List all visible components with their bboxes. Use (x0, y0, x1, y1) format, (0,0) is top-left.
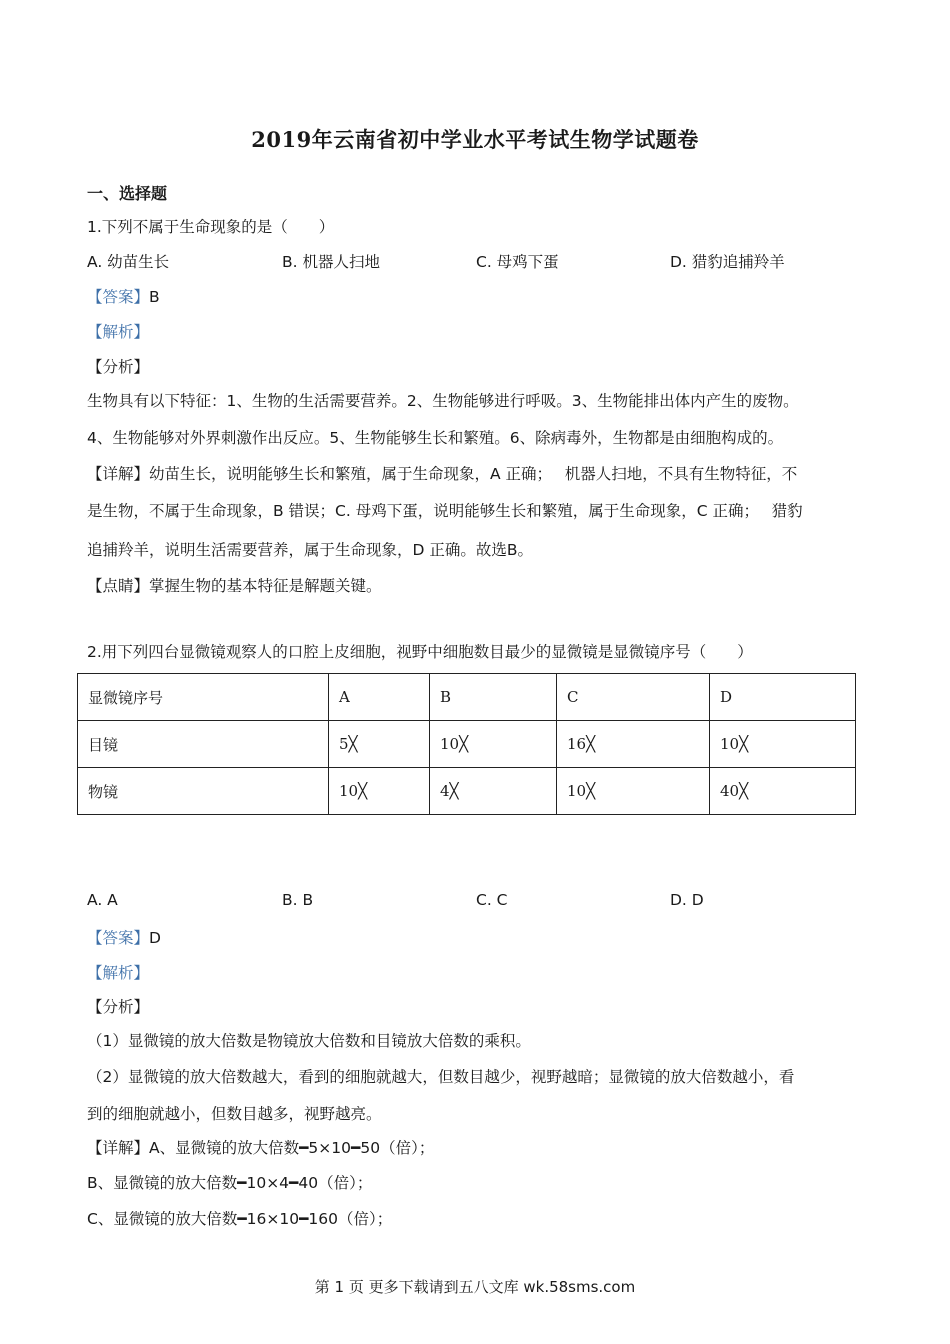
q2-detail-line: C、显微镜的放大倍数━16×10━160（倍）； (87, 1210, 393, 1228)
q2-analysis-line: 到的细胞就越小，但数目越多，视野越亮。 (87, 1105, 382, 1123)
table-cell: A (329, 674, 430, 721)
q2-analysis-line: （1）显微镜的放大倍数是物镜放大倍数和目镜放大倍数的乘积。 (87, 1032, 531, 1050)
q2-option-b: B. B (282, 891, 314, 909)
table-cell: 10╳ (710, 721, 856, 768)
page-title: 2019年云南省初中学业水平考试生物学试题卷 (251, 127, 699, 152)
table-cell: D (710, 674, 856, 721)
q2-option-d: D. D (670, 891, 704, 909)
q1-fenxi: 【分析】 (87, 358, 150, 376)
table-cell: C (557, 674, 710, 721)
microscope-table (77, 673, 856, 815)
q1-detail-line: 追捕羚羊，说明生活需要营养，属于生命现象，D 正确。故选B。 (87, 541, 533, 559)
q2-detail-line: 【详解】A、显微镜的放大倍数━5×10━50（倍）； (87, 1139, 435, 1157)
q2-jiexi: 【解析】 (87, 964, 150, 982)
q1-detail-line: 【详解】幼苗生长，说明能够生长和繁殖，属于生命现象，A 正确； 机器人扫地，不具有生物特征，不 (87, 465, 798, 483)
answer-value: B (149, 288, 160, 306)
q1-option-d: D. 猎豹追捕羚羊 (670, 253, 785, 271)
q2-answer (87, 926, 161, 948)
page-footer: 第 1 页 更多下载请到五八文库 wk.58sms.com (314, 1278, 636, 1296)
q1-option-a: A. 幼苗生长 (87, 253, 170, 271)
table-cell: 16╳ (557, 721, 710, 768)
table-cell: 4╳ (430, 768, 557, 815)
q1-jiexi: 【解析】 (87, 323, 150, 341)
q1-stem: 1.下列不属于生命现象的是（ ） (87, 218, 335, 236)
q2-option-a: A. A (87, 891, 118, 909)
answer-value: D (149, 929, 161, 947)
table-row (78, 768, 856, 815)
section-heading: 一、选择题 (87, 184, 168, 203)
answer-tag: 【答案】 (87, 288, 150, 306)
table-cell: 40╳ (710, 768, 856, 815)
answer-tag: 【答案】 (87, 929, 150, 947)
table-row (78, 674, 856, 721)
q2-fenxi: 【分析】 (87, 998, 150, 1016)
q1-analysis-line: 生物具有以下特征：1、生物的生活需要营养。2、生物能够进行呼吸。3、生物能排出体内产生的废物。 (87, 392, 799, 410)
table-cell: 物镜 (78, 768, 329, 815)
table-row (78, 721, 856, 768)
q1-dianjing: 【点睛】掌握生物的基本特征是解题关键。 (87, 577, 382, 595)
table-cell: B (430, 674, 557, 721)
q1-option-b: B. 机器人扫地 (282, 253, 380, 271)
q2-option-c: C. C (476, 891, 508, 909)
q2-stem: 2.用下列四台显微镜观察人的口腔上皮细胞，视野中细胞数目最少的显微镜是显微镜序号（ ） (87, 643, 753, 661)
table-cell: 目镜 (78, 721, 329, 768)
q2-analysis-line: （2）显微镜的放大倍数越大，看到的细胞就越大，但数目越少，视野越暗；显微镜的放大倍数越小，看 (87, 1068, 795, 1086)
table-cell: 10╳ (329, 768, 430, 815)
q1-answer (87, 285, 160, 307)
q1-detail-line: 是生物，不属于生命现象，B 错误；C. 母鸡下蛋，说明能够生长和繁殖，属于生命现象，C 正确； 猎豹 (87, 502, 803, 520)
table-cell: 5╳ (329, 721, 430, 768)
q1-option-c: C. 母鸡下蛋 (476, 253, 559, 271)
table-cell: 10╳ (557, 768, 710, 815)
q2-detail-line: B、显微镜的放大倍数━10×4━40（倍）； (87, 1174, 373, 1192)
table-cell: 10╳ (430, 721, 557, 768)
q1-analysis-line: 4、生物能够对外界刺激作出反应。5、生物能够生长和繁殖。6、除病毒外，生物都是由细胞构成的。 (87, 429, 784, 447)
table-cell: 显微镜序号 (78, 674, 329, 721)
